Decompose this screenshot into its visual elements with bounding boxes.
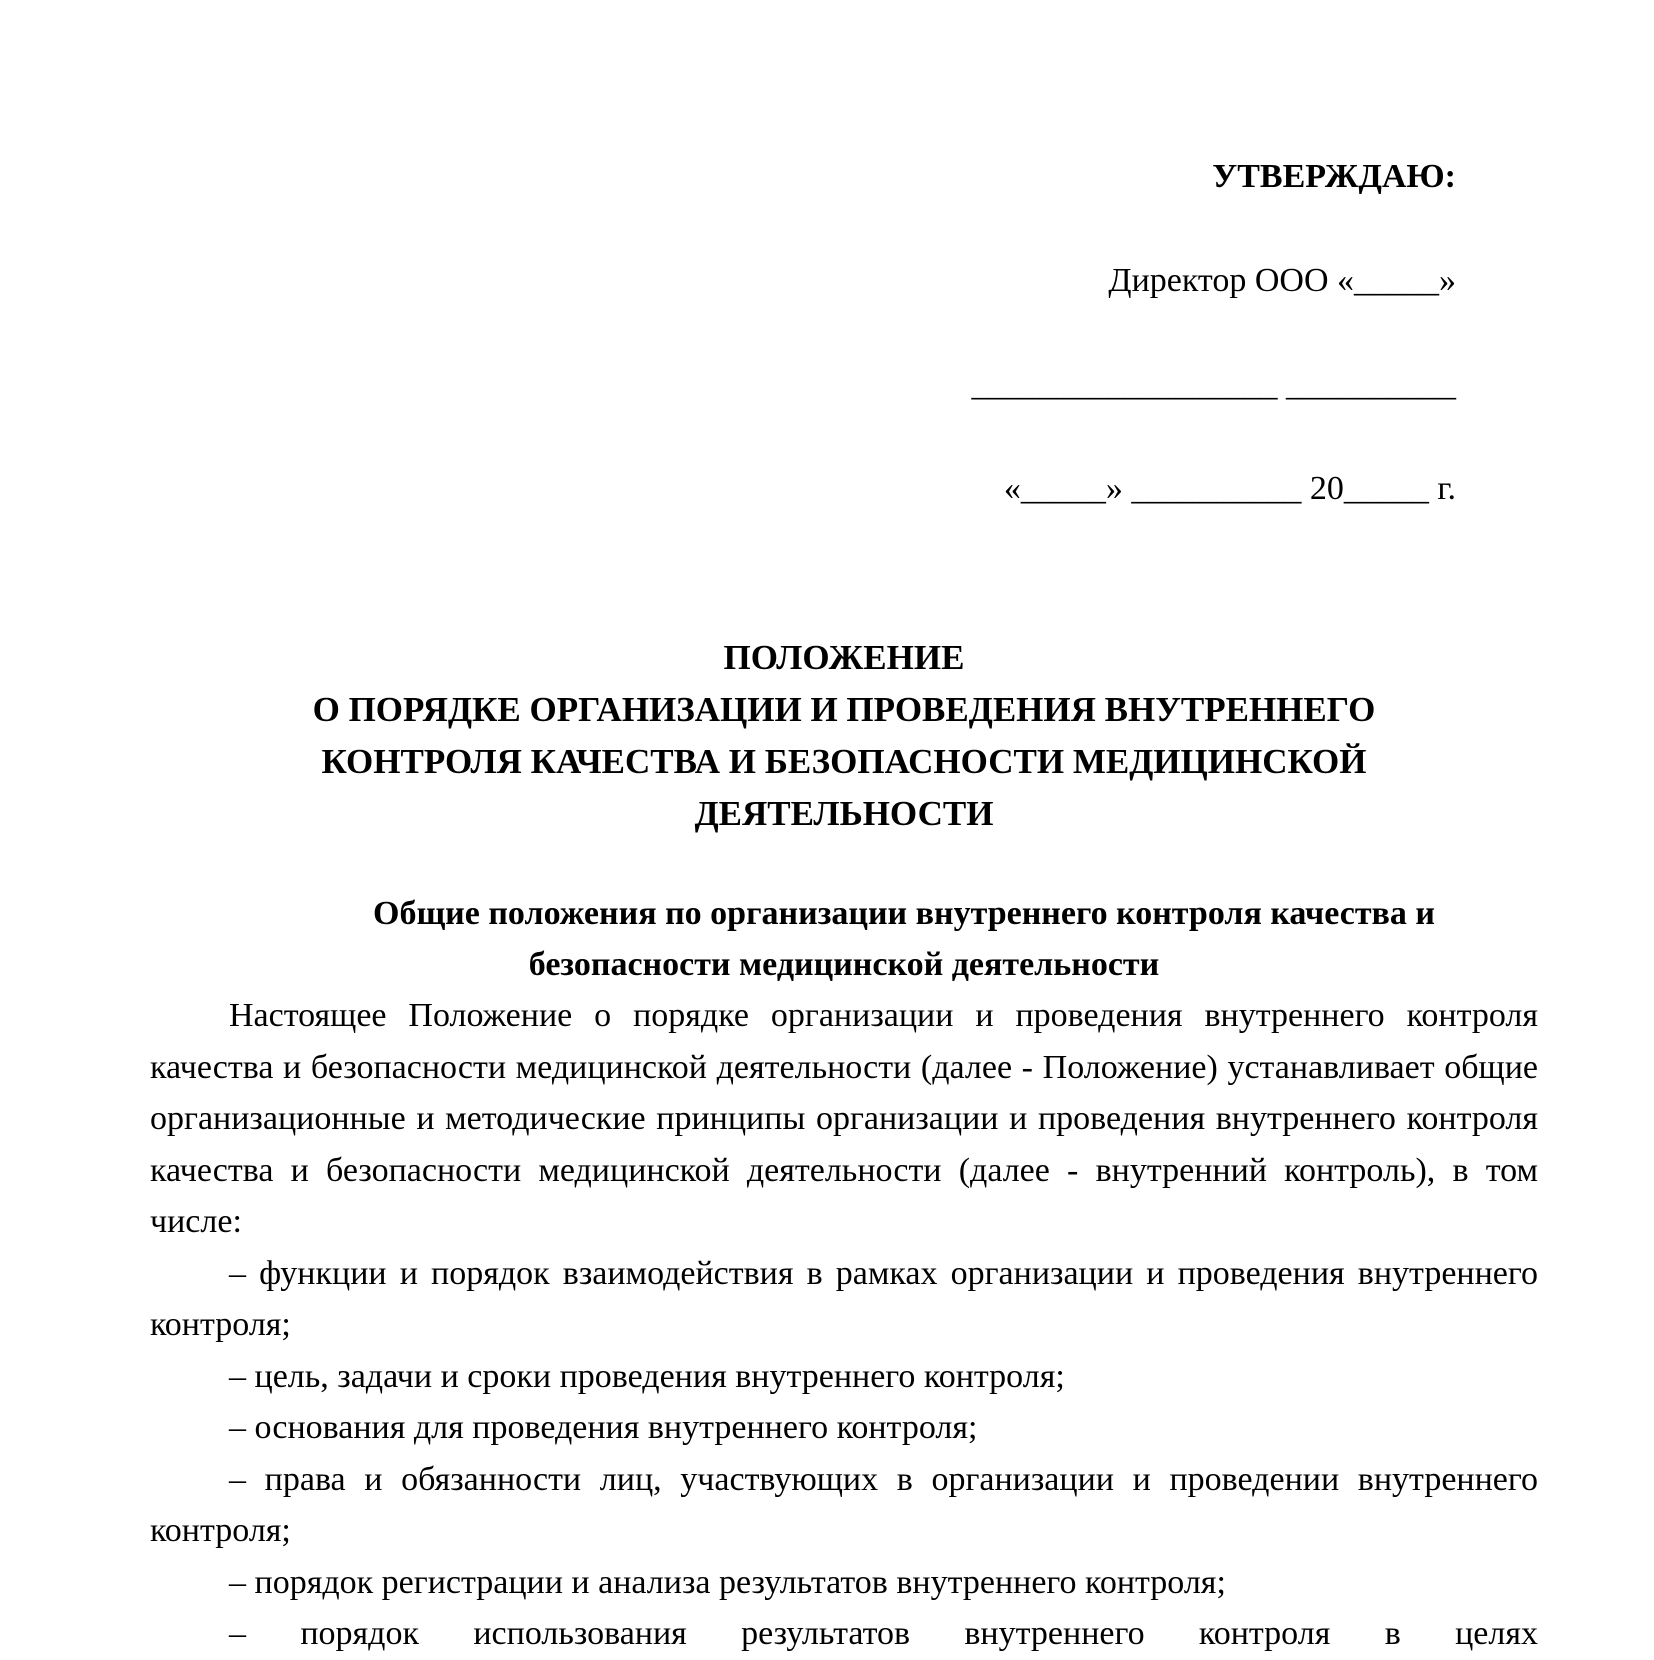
- list-item: – права и обязанности лиц, участвующих в организации и проведении внутреннего контроля;: [150, 1460, 1538, 1549]
- title-line-2: О ПОРЯДКЕ ОРГАНИЗАЦИИ И ПРОВЕДЕНИЯ ВНУТРЕННЕГО: [312, 690, 1376, 729]
- list-item: – функции и порядок взаимодействия в рамках организации и проведения внутреннего контроля;: [150, 1254, 1538, 1343]
- title-line-3: КОНТРОЛЯ КАЧЕСТВА И БЕЗОПАСНОСТИ МЕДИЦИНСКОЙ: [321, 742, 1367, 781]
- title-line-1: ПОЛОЖЕНИЕ: [723, 638, 965, 677]
- approval-heading: УТВЕРЖДАЮ:: [1212, 158, 1456, 195]
- section-heading-line-1: Общие положения по организации внутреннего контроля качества и: [373, 895, 1435, 932]
- list-item: – порядок регистрации и анализа результатов внутреннего контроля;: [229, 1563, 1226, 1601]
- list-item: – порядок использования результатов внутреннего контроля в целях: [229, 1615, 1538, 1652]
- section-heading: [150, 888, 1538, 990]
- list-item: – основания для проведения внутреннего контроля;: [229, 1409, 978, 1446]
- approval-signature-line: __________________ __________: [971, 366, 1456, 403]
- approval-date-line: «_____» __________ 20_____ г.: [1003, 470, 1456, 507]
- section-heading-line-2: безопасности медицинской деятельности: [528, 946, 1160, 983]
- section-body: [150, 990, 1538, 1660]
- title-line-4: ДЕЯТЕЛЬНОСТИ: [694, 794, 994, 833]
- list-item: – цель, задачи и сроки проведения внутреннего контроля;: [229, 1357, 1065, 1395]
- approval-position: Директор ООО «_____»: [1108, 262, 1456, 299]
- intro-paragraph: Настоящее Положение о порядке организации и проведения внутреннего контроля качества и безопасности медицинской деятельности (далее - Положение) устанавливает общие организационные и методические принципы организации и проведения внутреннего контроля качества и безопасности медицинской деятельности (далее - внутренний контроль), в том числе:: [150, 997, 1538, 1240]
- document-title: [150, 632, 1538, 840]
